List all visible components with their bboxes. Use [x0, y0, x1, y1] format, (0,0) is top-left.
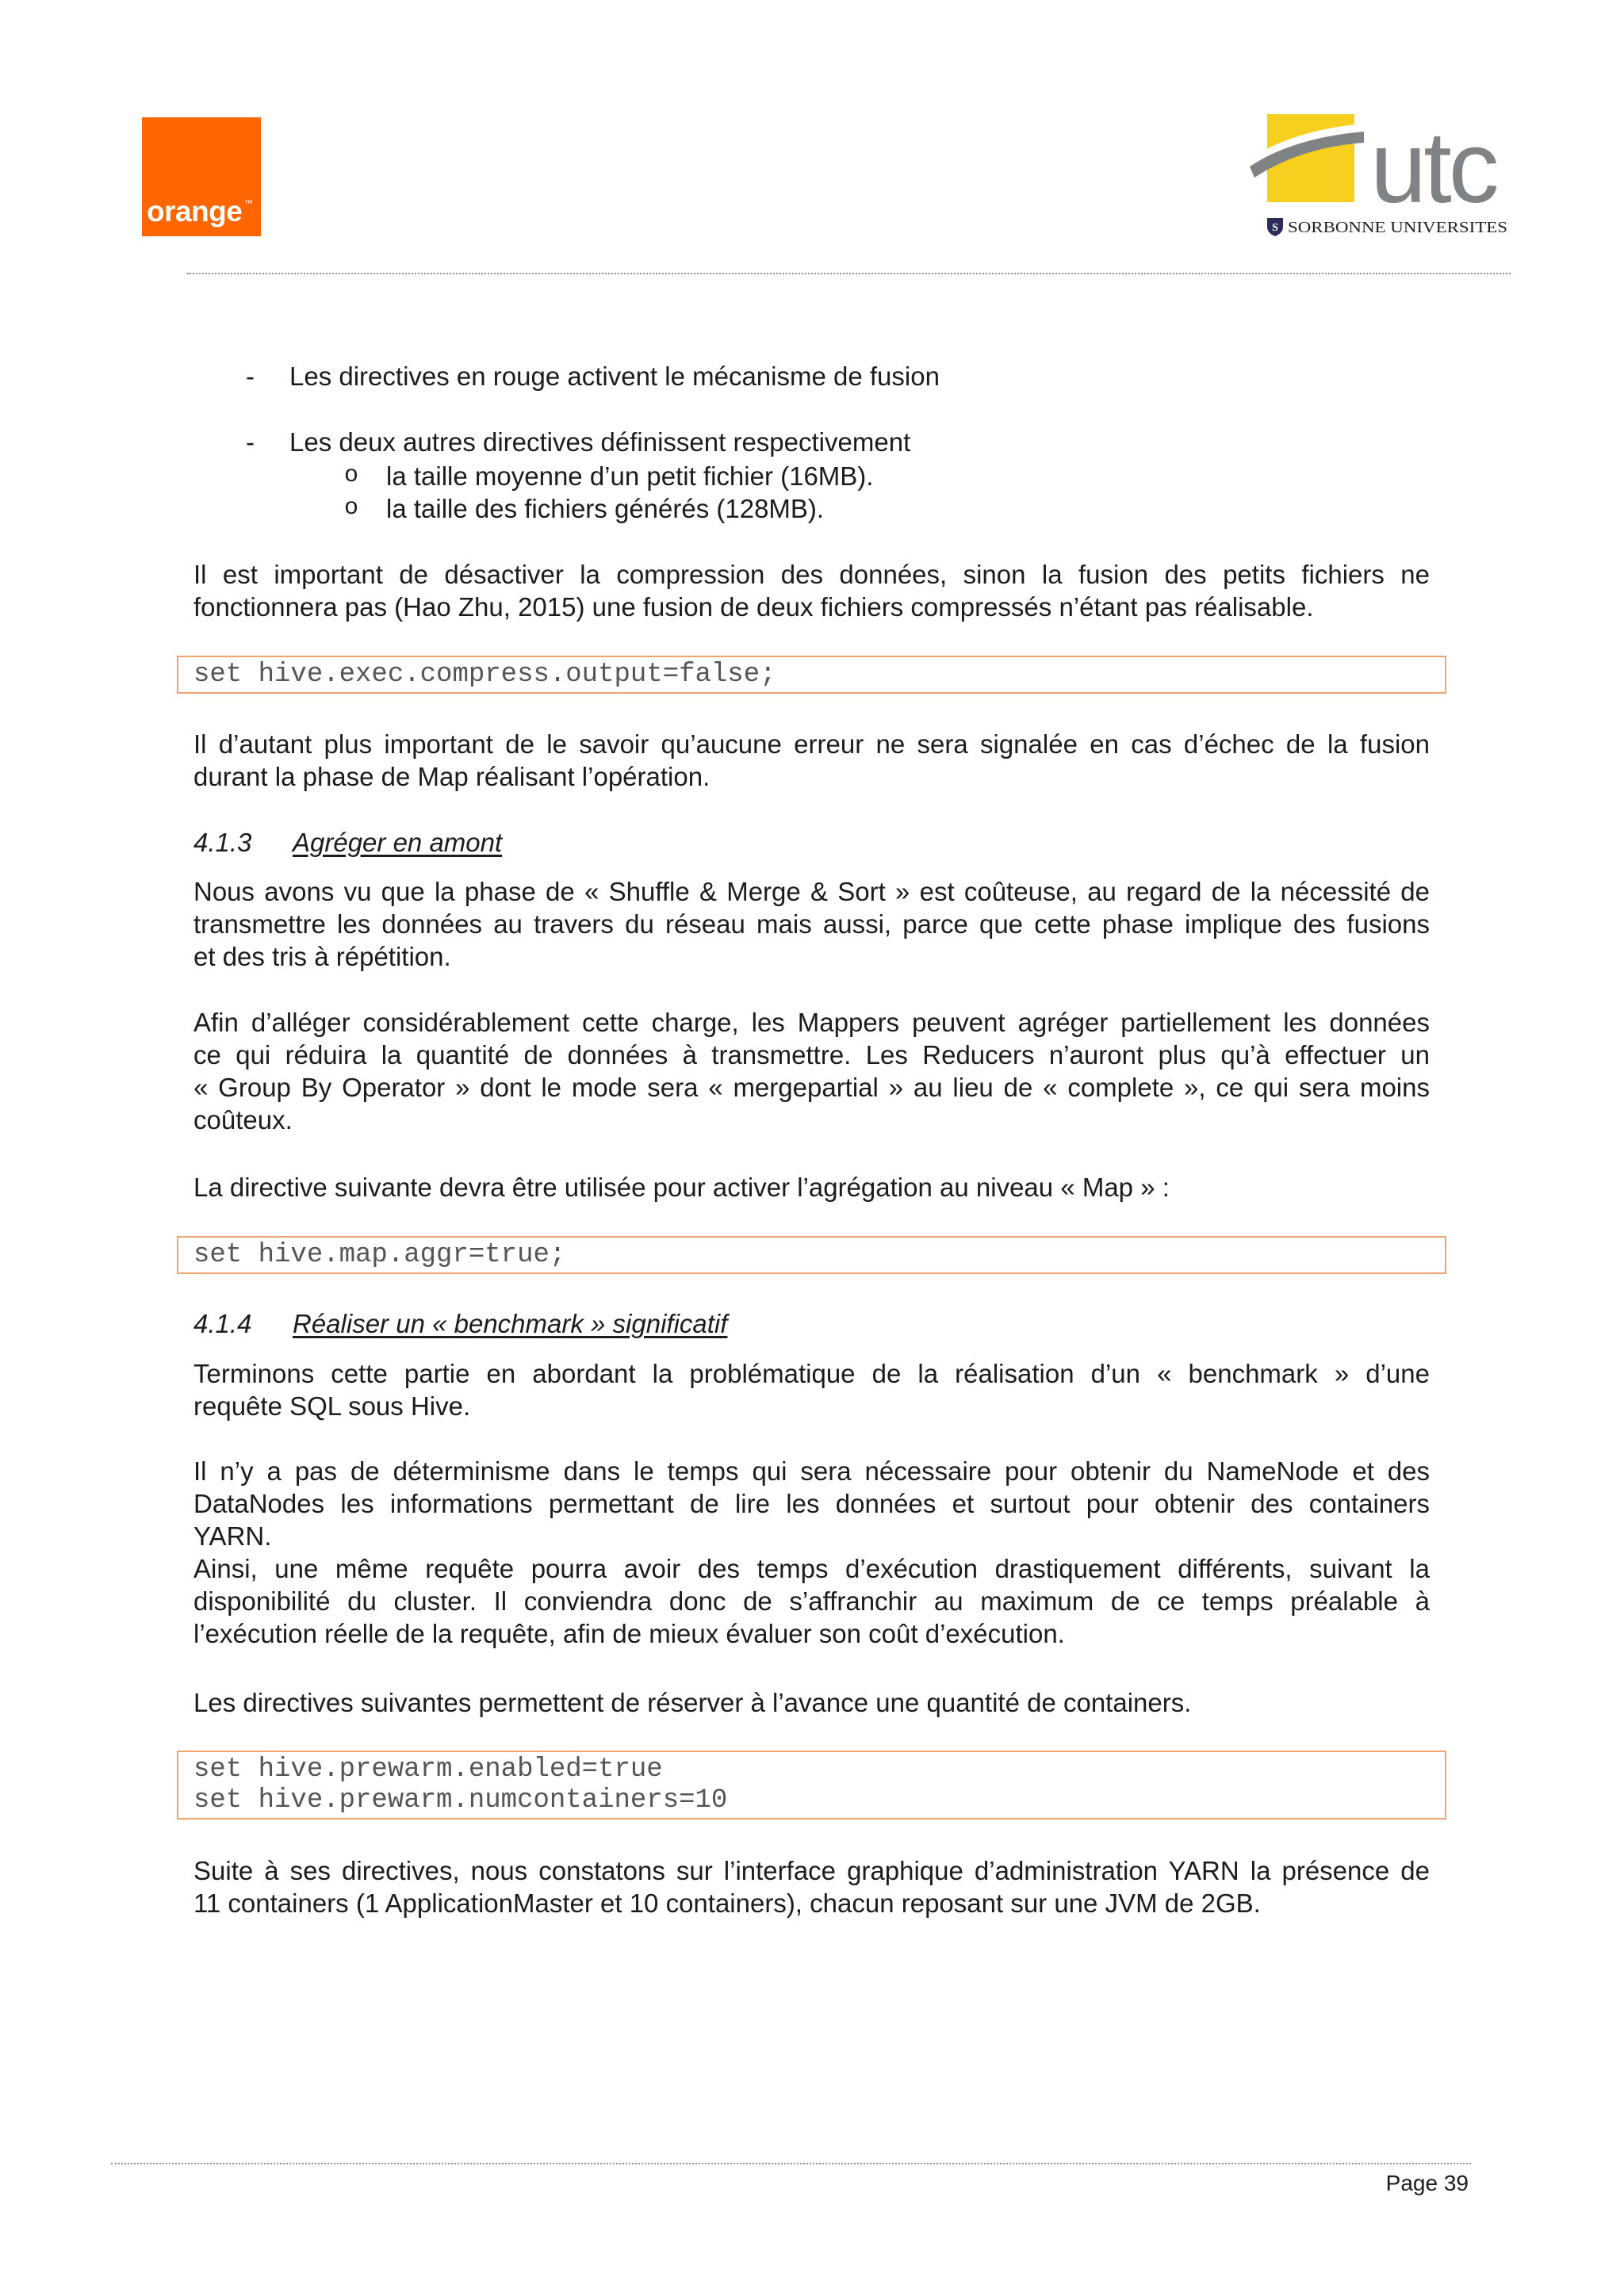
paragraph-line: Nous avons vu que la phase de « Shuffle & Merge & Sort » est coûteuse, au regard de la nécessité de	[193, 877, 1430, 906]
paragraph-line: DataNodes les informations permettant de lire les données et surtout pour obtenir des containers	[193, 1489, 1430, 1518]
paragraph-line: Ainsi, une même requête pourra avoir des temps d’exécution drastiquement différents, suivant la	[193, 1554, 1430, 1583]
orange-logo-trademark: ™	[244, 199, 253, 209]
section-title: Agréger en amont	[293, 828, 503, 857]
paragraph-line: fonctionnera pas (Hao Zhu, 2015) une fusion de deux fichiers compressés n’étant pas réalisable.	[193, 592, 1314, 622]
paragraph-line: La directive suivante devra être utilisée pour activer l’agrégation au niveau « Map » :	[193, 1173, 1170, 1202]
utc-logo-wordmark: utc	[1370, 111, 1496, 224]
paragraph-line: durant la phase de Map réalisant l’opération.	[193, 762, 710, 791]
sorbonne-shield-letter: S	[1272, 222, 1278, 234]
paragraph-line: Les directives suivantes permettent de réserver à l’avance une quantité de containers.	[193, 1688, 1192, 1717]
orange-logo	[142, 117, 261, 236]
code-line: set hive.exec.compress.output=false;	[193, 660, 776, 690]
code-block	[177, 1236, 1446, 1274]
paragraph-line: coûteux.	[193, 1105, 293, 1135]
section-title: Réaliser un « benchmark » significatif	[293, 1309, 728, 1338]
sub-bullet-marker: o	[344, 462, 359, 489]
paragraph-line: Il d’autant plus important de le savoir qu’aucune erreur ne sera signalée en cas d’échec de la fusion	[193, 729, 1430, 759]
paragraph-line: YARN.	[193, 1521, 272, 1551]
sub-bullet-marker: o	[344, 495, 359, 522]
bullet-item: Les deux autres directives définissent respectivement	[289, 427, 911, 457]
bullet-item: Les directives en rouge activent le mécanisme de fusion	[289, 362, 940, 391]
paragraph-line: disponibilité du cluster. Il conviendra donc de s’affranchir au maximum de ce temps préalable à	[193, 1586, 1430, 1616]
code-line: set hive.prewarm.enabled=true	[193, 1755, 663, 1785]
paragraph-line: 11 containers (1 ApplicationMaster et 10 containers), chacun reposant sur une JVM de 2GB.	[193, 1888, 1261, 1918]
code-block	[177, 656, 1446, 694]
paragraph-line: « Group By Operator » dont le mode sera « mergepartial » au lieu de « complete », ce qui sera moins	[193, 1073, 1430, 1102]
bullet-marker: -	[246, 362, 255, 391]
sub-bullet-item: la taille des fichiers générés (128MB).	[386, 494, 825, 523]
paragraph-line: et des tris à répétition.	[193, 942, 451, 971]
header-rule	[187, 273, 1511, 274]
paragraph-line: requête SQL sous Hive.	[193, 1391, 471, 1421]
page-number: Page 39	[1385, 2171, 1469, 2195]
paragraph-line: Afin d’alléger considérablement cette charge, les Mappers peuvent agréger partiellement les données	[193, 1008, 1430, 1037]
paragraph-line: ce qui réduira la quantité de données à transmettre. Les Reducers n’auront plus qu’à effectuer un	[193, 1040, 1430, 1070]
paragraph-line: Il est important de désactiver la compression des données, sinon la fusion des petits fichiers ne	[193, 560, 1430, 589]
paragraph-line: transmettre les données au travers du réseau mais aussi, parce que cette phase implique des fusions	[193, 909, 1430, 939]
orange-logo-wordmark: orange	[147, 195, 243, 228]
sub-bullet-item: la taille moyenne d’un petit fichier (16MB).	[386, 461, 874, 491]
utc-logo-tagline: SORBONNE UNIVERSITES	[1288, 219, 1507, 236]
section-number: 4.1.4	[193, 1309, 252, 1338]
paragraph-line: Terminons cette partie en abordant la problématique de la réalisation d’un « benchmark » d’une	[193, 1359, 1430, 1388]
code-line: set hive.prewarm.numcontainers=10	[193, 1785, 728, 1816]
section-number: 4.1.3	[193, 828, 252, 857]
paragraph-line: Il n’y a pas de déterminisme dans le temps qui sera nécessaire pour obtenir du NameNode et des	[193, 1456, 1430, 1486]
paragraph-line: l’exécution réelle de la requête, afin de mieux évaluer son coût d’exécution.	[193, 1619, 1065, 1648]
code-line: set hive.map.aggr=true;	[193, 1240, 566, 1270]
footer-rule	[111, 2163, 1471, 2164]
paragraph-line: Suite à ses directives, nous constatons sur l’interface graphique d’administration YARN la présence de	[193, 1856, 1430, 1885]
utc-logo	[1245, 103, 1515, 246]
bullet-marker: -	[246, 427, 255, 457]
code-block	[177, 1751, 1446, 1820]
